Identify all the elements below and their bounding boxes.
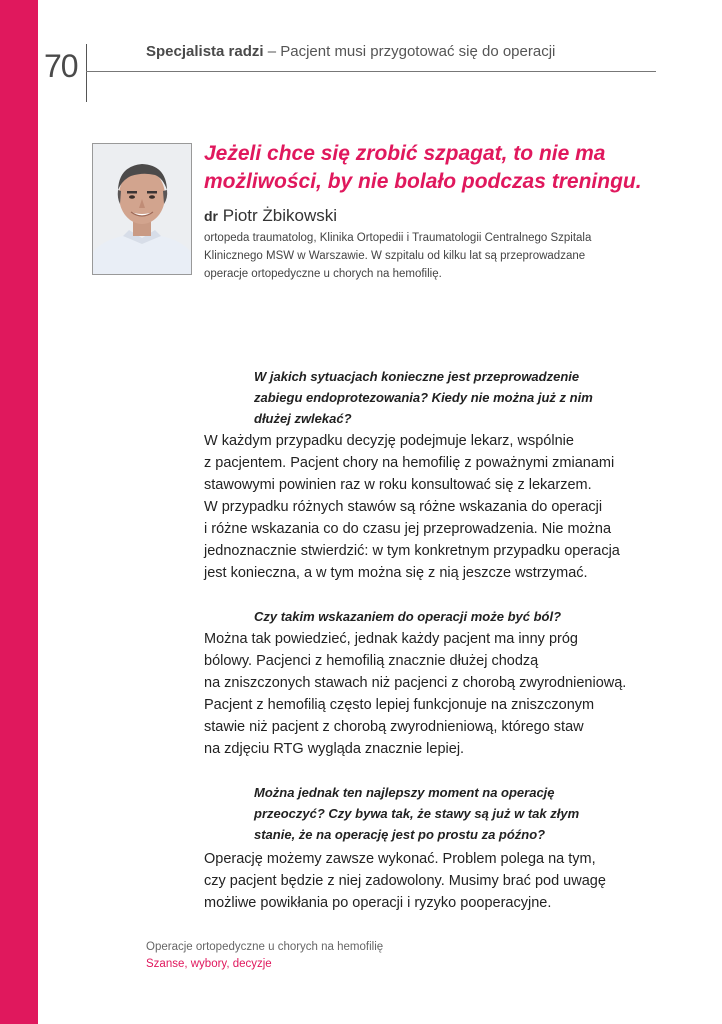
answer-line: W każdym przypadku decyzję podejmuje lekarz, wspólnie: [204, 433, 574, 449]
answer-line: na zdjęciu RTG wygląda znacznie lepiej.: [204, 741, 465, 757]
question-line: przeoczyć? Czy bywa tak, że stawy są już w tak złym: [254, 806, 580, 821]
question-3: [254, 782, 674, 845]
question-line: W jakich sytuacjach konieczne jest przeprowadzenie: [254, 369, 580, 384]
answer-line: jest konieczna, a w tym można się z nią jeszcze wstrzymać.: [204, 565, 588, 581]
running-header: [146, 43, 555, 60]
author-portrait: [92, 143, 192, 275]
footer-publication-subtitle: Szanse, wybory, decyzje: [146, 958, 272, 970]
question-1: [254, 366, 674, 429]
header-vertical-rule: [86, 44, 87, 102]
side-color-band: [0, 0, 38, 1024]
running-header-topic: – Pacjent musi przygotować się do operacji: [263, 43, 556, 60]
author-academic-title: dr: [204, 208, 218, 224]
answer-line: W przypadku różnych stawów są różne wskazania do operacji: [204, 499, 603, 515]
answer-line: możliwe powikłania po operacji i ryzyko pooperacyjne.: [204, 895, 552, 911]
author-name: Piotr Żbikowski: [222, 206, 338, 225]
answer-line: Można tak powiedzieć, jednak każdy pacjent ma inny próg: [204, 631, 578, 647]
author-bio: [204, 229, 644, 283]
answer-line: Operację możemy zawsze wykonać. Problem polega na tym,: [204, 851, 596, 867]
answer-line: stawowymi powinien raz w roku konsultować się z lekarzem.: [204, 477, 592, 493]
answer-line: bólowy. Pacjenci z hemofilią znacznie dłużej chodzą: [204, 653, 539, 669]
question-line: dłużej zwlekać?: [254, 411, 352, 426]
question-line: Czy takim wskazaniem do operacji może być ból?: [254, 609, 562, 624]
answer-line: Pacjent z hemofilią często lepiej funkcjonuje na zniszczonym: [204, 697, 595, 713]
answer-line: czy pacjent będzie z niej zadowolony. Musimy brać pod uwagę: [204, 873, 606, 889]
author-bio-line: Klinicznego MSW w Warszawie. W szpitalu od kilku lat są przeprowadzane: [204, 250, 586, 262]
answer-line: i różne wskazania co do czasu jej przeprowadzenia. Nie można: [204, 521, 612, 537]
interview-headline: [204, 140, 684, 196]
question-line: zabiegu endoprotezowania? Kiedy nie można już z nim: [254, 390, 593, 405]
page-number: 70: [44, 48, 78, 84]
answer-line: z pacjentem. Pacjent chory na hemofilię z poważnymi zmianami: [204, 455, 615, 471]
author-bio-line: operacje ortopedyczne u chorych na hemofilię.: [204, 268, 442, 280]
answer-line: stawie niż pacjent z chorobą zwyrodnieniową, którego staw: [204, 719, 584, 735]
answer-line: jednoznacznie stwierdzić: w tym konkretnym przypadku operacja: [204, 543, 620, 559]
author-portrait-image: [93, 144, 191, 274]
author-byline: [204, 206, 337, 226]
answer-1: [204, 430, 674, 584]
answer-2: [204, 628, 674, 760]
question-line: Można jednak ten najlepszy moment na operację: [254, 785, 555, 800]
running-header-section: Specjalista radzi: [146, 43, 264, 60]
question-2: [254, 606, 674, 627]
headline-line: Jeżeli chce się zrobić szpagat, to nie ma: [204, 142, 606, 165]
headline-line: możliwości, by nie bolało podczas treningu.: [204, 170, 642, 193]
header-horizontal-rule: [86, 71, 656, 72]
footer-publication-title: Operacje ortopedyczne u chorych na hemofilię: [146, 941, 384, 953]
question-line: stanie, że na operację jest po prostu za późno?: [254, 827, 546, 842]
answer-line: na zniszczonych stawach niż pacjenci z chorobą zwyrodnieniową.: [204, 675, 627, 691]
answer-3: [204, 848, 674, 914]
author-bio-line: ortopeda traumatolog, Klinika Ortopedii i Traumatologii Centralnego Szpitala: [204, 232, 592, 244]
